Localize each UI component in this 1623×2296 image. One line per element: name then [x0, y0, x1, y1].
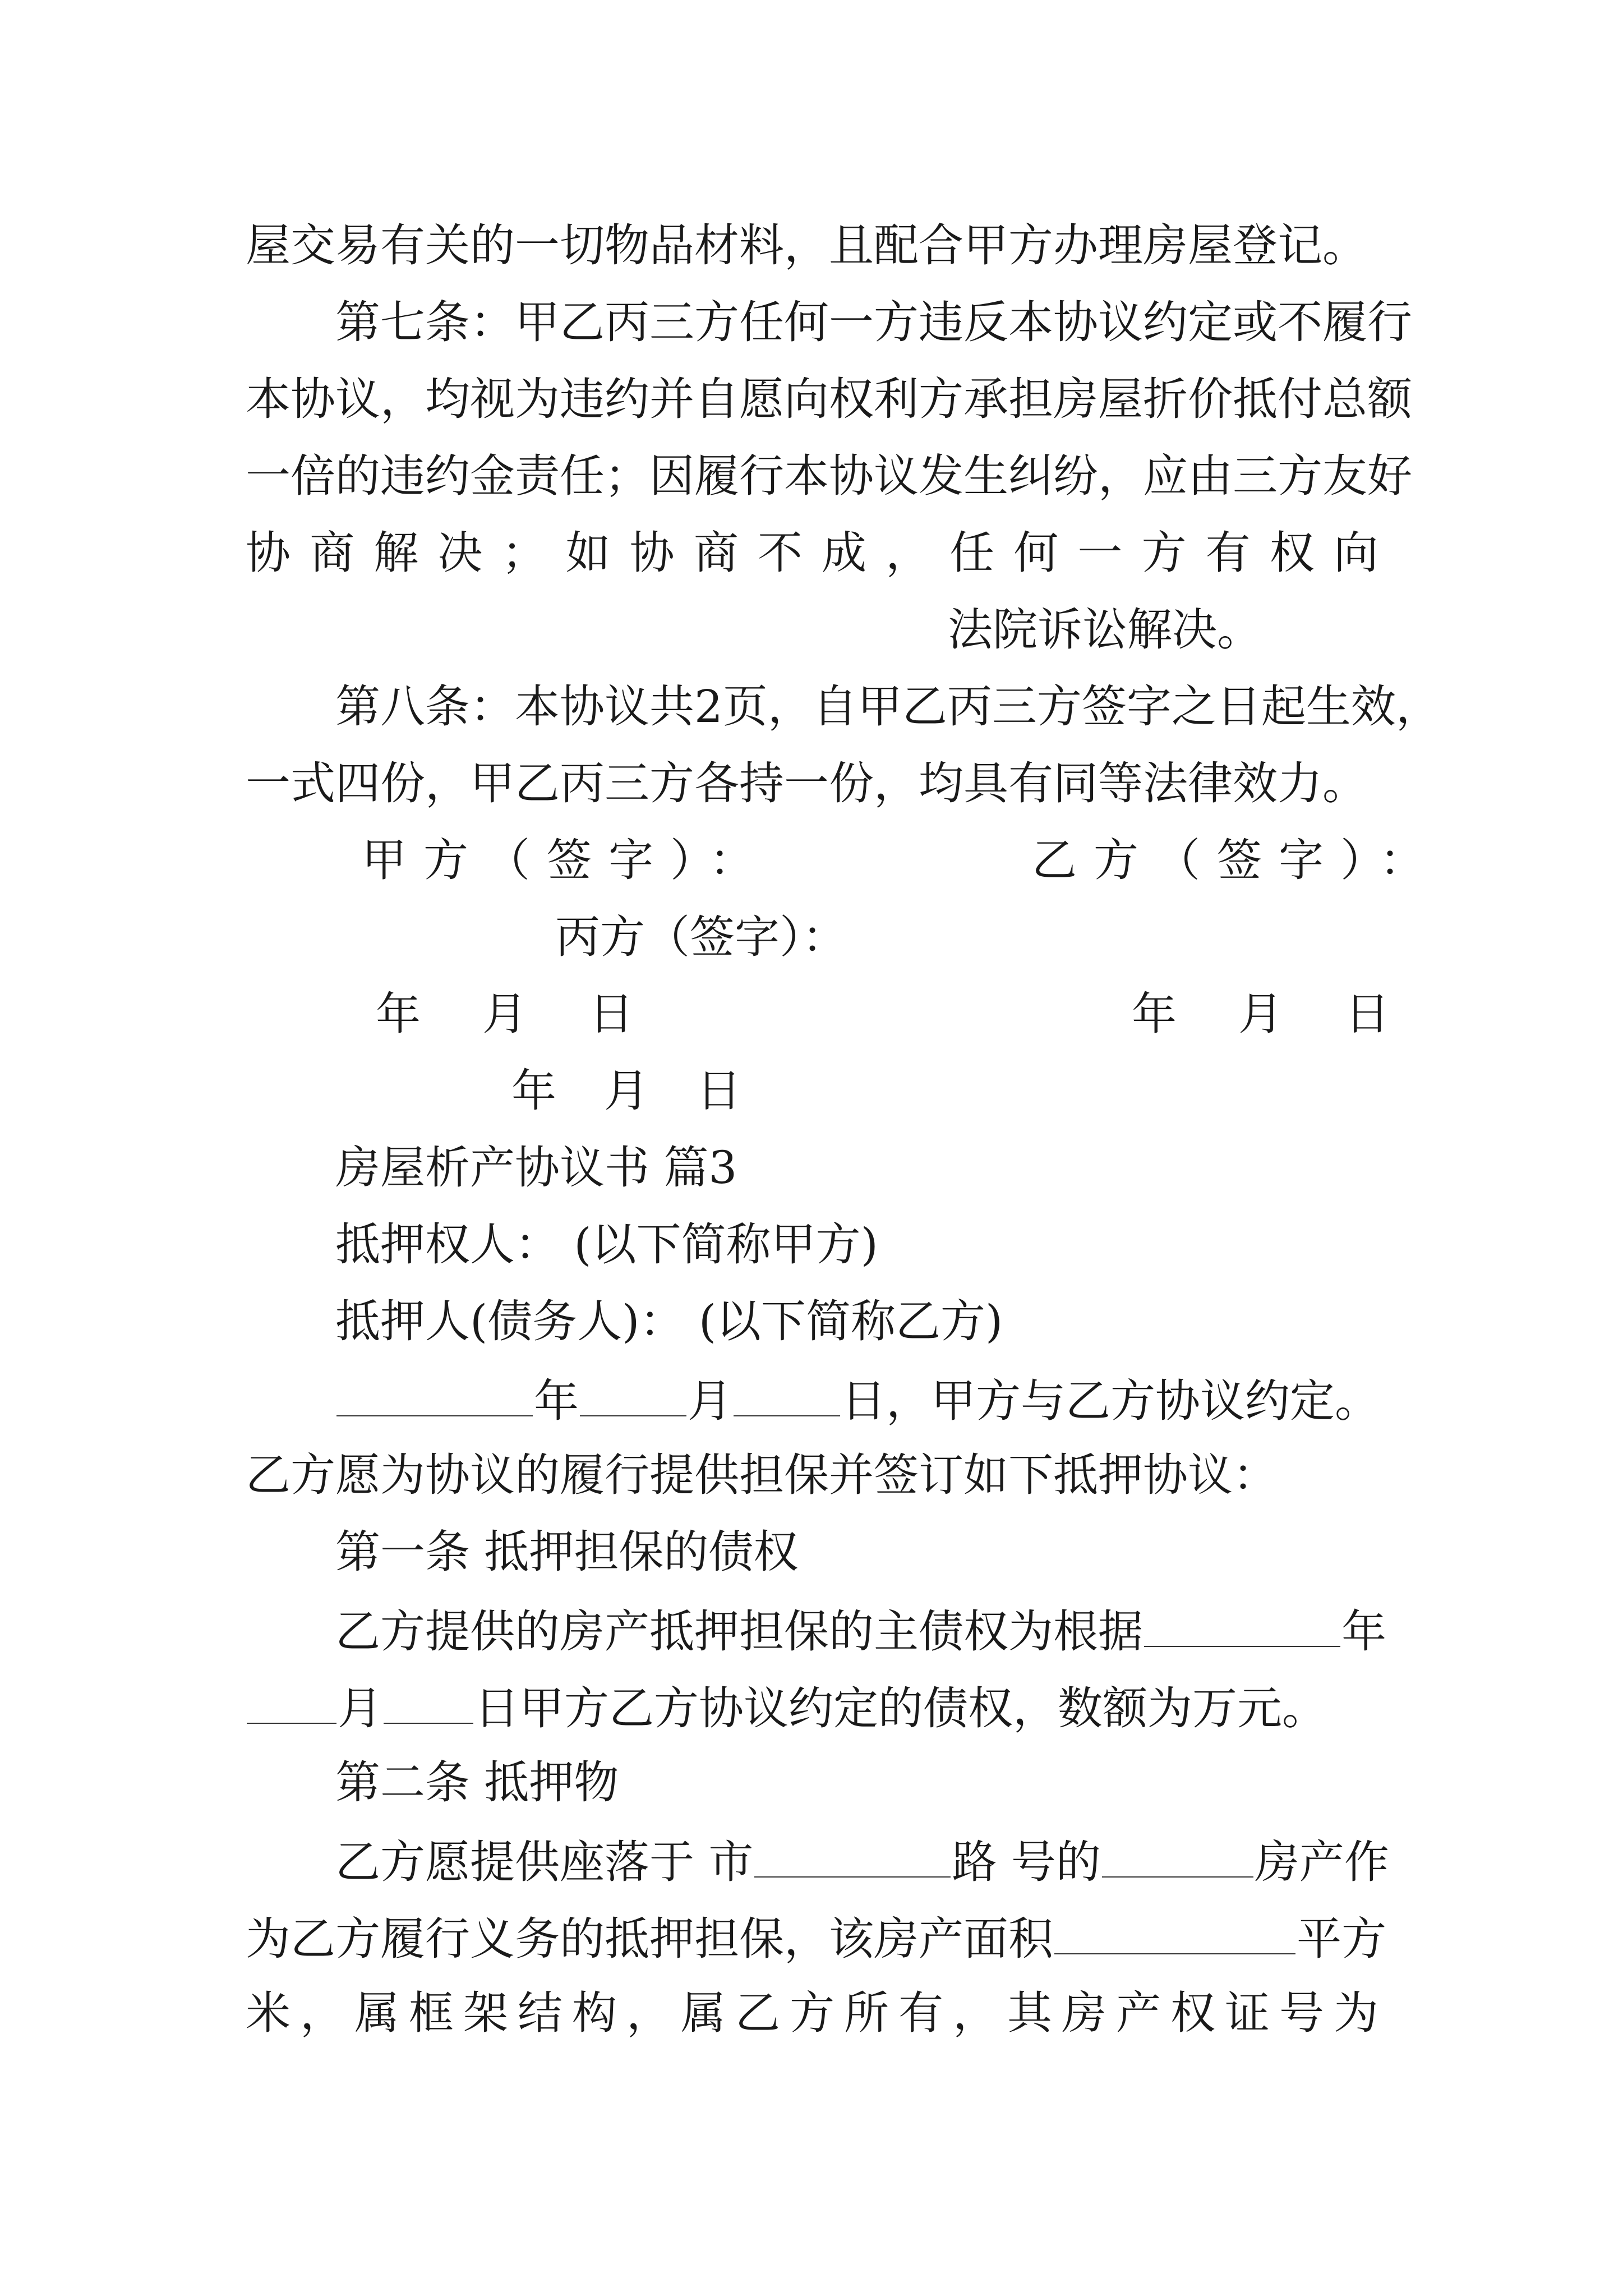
char: 何 — [1013, 527, 1059, 579]
mortgagor-line: 抵押人(债务人)： (以下简称乙方) — [335, 1295, 1003, 1347]
char: 方 — [790, 1987, 834, 2039]
char: ， — [953, 1987, 998, 2039]
char: 属 — [354, 1987, 399, 2039]
char: 证 — [1225, 1987, 1270, 2039]
char: 一 — [1077, 527, 1123, 579]
paragraph-line: 一倍的违约金责任；因履行本协议发生纠纷，应由三方友好 — [246, 450, 1412, 502]
char: 协 — [629, 527, 675, 579]
char: 有 — [1205, 527, 1251, 579]
char: ， — [886, 527, 931, 579]
party-b-signature-label: 乙方（签字）： — [1032, 834, 1441, 886]
char: 乙 — [735, 1987, 780, 2039]
mortgagee-line: 抵押权人： (以下简称甲方) — [335, 1218, 878, 1271]
date-b: 年 月 日 — [1132, 988, 1390, 1040]
section-heading: 房屋析产协议书 篇3 — [335, 1142, 737, 1194]
char: 如 — [565, 527, 611, 579]
month-blank — [247, 1683, 336, 1724]
char: 任 — [949, 527, 995, 579]
char: 结 — [518, 1987, 562, 2039]
month-blank — [580, 1376, 686, 1416]
party-c-signature-label: 丙方（签字）： — [555, 911, 847, 963]
paragraph-line: 屋交易有关的一切物品材料，且配合甲方办理房屋登记。 — [246, 219, 1367, 272]
char: 构 — [572, 1987, 617, 2039]
article-1-body: 乙方提供的房产抵押担保的主债权为根据 年 — [335, 1605, 1386, 1658]
article-7-line: 第七条：甲乙丙三方任何一方违反本协议约定或不履行 — [335, 296, 1412, 348]
article-2-title: 第二条 抵押物 — [335, 1756, 619, 1809]
char: ； — [501, 527, 547, 579]
char: 号 — [1279, 1987, 1324, 2039]
char: 所 — [844, 1987, 889, 2039]
article-1-body: 月 日甲方乙方协议约定的债权，数额为万元。 — [246, 1683, 1327, 1731]
char: 有 — [898, 1987, 943, 2039]
char: 其 — [1007, 1987, 1052, 2039]
paragraph-line: 乙方愿为协议的履行提供担保并签订如下抵押协议： — [246, 1449, 1278, 1501]
area-blank — [1054, 1914, 1295, 1954]
char: 不 — [757, 527, 803, 579]
justified-line — [246, 1987, 1378, 2039]
article-8-line: 第八条：本协议共2页，自甲乙丙三方签字之日起生效， — [335, 680, 1441, 733]
char: 框 — [409, 1987, 454, 2039]
date-c: 年 月 日 — [511, 1065, 741, 1117]
char: 房 — [1062, 1987, 1106, 2039]
char: 解 — [374, 527, 419, 579]
char: 方 — [1141, 527, 1187, 579]
article-2-body: 乙方愿提供座落于 市 路 号的 房产作 — [335, 1836, 1389, 1888]
year-blank — [1144, 1607, 1340, 1647]
char: 产 — [1116, 1987, 1161, 2039]
day-blank — [384, 1683, 473, 1724]
street-blank — [754, 1837, 951, 1878]
year-blank — [336, 1376, 533, 1416]
char: 商 — [310, 527, 355, 579]
char: ， — [626, 1987, 671, 2039]
char: 属 — [681, 1987, 726, 2039]
day-blank — [734, 1376, 840, 1416]
party-a-signature-label: 甲方（签字）： — [362, 834, 771, 886]
char: 为 — [1334, 1987, 1378, 2039]
property-blank — [1102, 1837, 1253, 1878]
char: 架 — [463, 1987, 508, 2039]
char: 向 — [1333, 527, 1378, 579]
paragraph-line: 法院诉讼解决。 — [948, 604, 1262, 656]
paragraph-line: 一式四份，甲乙丙三方各持一份，均具有同等法律效力。 — [246, 757, 1367, 809]
article-1-title: 第一条 抵押担保的债权 — [335, 1526, 799, 1578]
date-fill-line: 年 月 日，甲方与乙方协议约定。 — [335, 1376, 1380, 1424]
char: 成 — [821, 527, 866, 579]
char: 米 — [246, 1987, 291, 2039]
justified-line — [246, 527, 1378, 579]
paragraph-line: 本协议，均视为违约并自愿向权利方承担房屋折价抵付总额 — [246, 373, 1412, 425]
char: 权 — [1269, 527, 1315, 579]
article-2-body: 为乙方履行义务的抵押担保，该房产面积 平方 — [246, 1913, 1386, 1965]
char: 商 — [693, 527, 739, 579]
date-a: 年 月 日 — [376, 988, 634, 1040]
char: ， — [300, 1987, 345, 2039]
char: 协 — [246, 527, 291, 579]
char: 决 — [437, 527, 483, 579]
char: 权 — [1170, 1987, 1215, 2039]
